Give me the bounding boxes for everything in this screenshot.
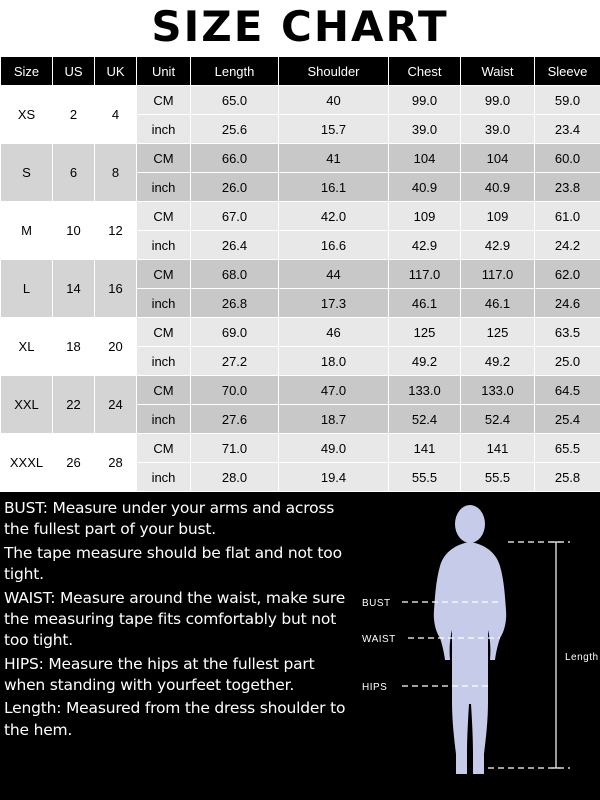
cell-unit-inch: inch [137,347,191,376]
label-length: Length [565,652,599,663]
cell-sleeve-inch: 25.8 [535,463,600,492]
cell-unit-cm: CM [137,202,191,231]
table-row [1,318,600,347]
cell-length-cm: 70.0 [191,376,279,405]
label-waist: WAIST [362,634,396,645]
cell-us: 6 [53,144,95,202]
cell-size: XL [1,318,53,376]
cell-us: 14 [53,260,95,318]
cell-us: 18 [53,318,95,376]
table-body [1,86,600,492]
cell-chest-inch: 52.4 [389,405,461,434]
column-header-uk: UK [95,57,137,86]
cell-shoulder-cm: 49.0 [279,434,389,463]
cell-unit-inch: inch [137,173,191,202]
note-hips: HIPS: Measure the hips at the fullest part when standing with yourfeet together. [4,654,315,694]
cell-sleeve-inch: 25.4 [535,405,600,434]
cell-us: 2 [53,86,95,144]
cell-length-inch: 26.8 [191,289,279,318]
cell-unit-inch: inch [137,115,191,144]
column-header-unit: Unit [137,57,191,86]
size-chart-table [0,56,600,492]
body-figure-diagram [360,492,600,800]
cell-unit-cm: CM [137,144,191,173]
note-bust: BUST: Measure under your arms and across the fullest part of your bust. [4,499,335,539]
cell-unit-inch: inch [137,231,191,260]
cell-uk: 20 [95,318,137,376]
cell-us: 22 [53,376,95,434]
cell-shoulder-cm: 46 [279,318,389,347]
cell-unit-cm: CM [137,376,191,405]
cell-length-cm: 69.0 [191,318,279,347]
cell-size: XXL [1,376,53,434]
cell-sleeve-cm: 60.0 [535,144,600,173]
table-row [1,144,600,173]
cell-chest-inch: 49.2 [389,347,461,376]
cell-size: M [1,202,53,260]
cell-waist-inch: 42.9 [461,231,535,260]
cell-chest-inch: 55.5 [389,463,461,492]
length-vertical-line [551,542,561,768]
cell-unit-inch: inch [137,405,191,434]
cell-sleeve-inch: 23.8 [535,173,600,202]
cell-length-inch: 27.2 [191,347,279,376]
cell-size: L [1,260,53,318]
cell-shoulder-cm: 40 [279,86,389,115]
cell-chest-inch: 42.9 [389,231,461,260]
cell-uk: 16 [95,260,137,318]
cell-chest-inch: 39.0 [389,115,461,144]
table-row [1,376,600,405]
cell-unit-cm: CM [137,434,191,463]
cell-waist-cm: 117.0 [461,260,535,289]
cell-sleeve-cm: 63.5 [535,318,600,347]
cell-shoulder-inch: 19.4 [279,463,389,492]
body-figure-svg [360,492,600,790]
cell-waist-cm: 104 [461,144,535,173]
cell-sleeve-cm: 65.5 [535,434,600,463]
cell-size: XS [1,86,53,144]
cell-waist-inch: 39.0 [461,115,535,144]
cell-chest-cm: 109 [389,202,461,231]
cell-unit-cm: CM [137,260,191,289]
cell-size: XXXL [1,434,53,492]
cell-waist-inch: 49.2 [461,347,535,376]
cell-shoulder-inch: 16.1 [279,173,389,202]
cell-waist-cm: 133.0 [461,376,535,405]
cell-sleeve-inch: 25.0 [535,347,600,376]
cell-shoulder-cm: 42.0 [279,202,389,231]
column-header-shoulder: Shoulder [279,57,389,86]
cell-waist-cm: 125 [461,318,535,347]
cell-length-cm: 66.0 [191,144,279,173]
cell-shoulder-cm: 41 [279,144,389,173]
cell-shoulder-cm: 47.0 [279,376,389,405]
cell-length-cm: 68.0 [191,260,279,289]
cell-chest-cm: 133.0 [389,376,461,405]
note-tape: The tape measure should be flat and not too tight. [4,543,342,584]
measurement-guide-section [0,492,600,800]
table-header [1,57,600,86]
cell-sleeve-cm: 62.0 [535,260,600,289]
cell-length-cm: 67.0 [191,202,279,231]
cell-chest-cm: 125 [389,318,461,347]
column-header-waist: Waist [461,57,535,86]
cell-us: 10 [53,202,95,260]
cell-sleeve-cm: 61.0 [535,202,600,231]
cell-length-inch: 27.6 [191,405,279,434]
cell-chest-cm: 99.0 [389,86,461,115]
cell-length-inch: 25.6 [191,115,279,144]
cell-sleeve-cm: 64.5 [535,376,600,405]
cell-unit-cm: CM [137,318,191,347]
cell-uk: 8 [95,144,137,202]
cell-waist-cm: 99.0 [461,86,535,115]
cell-waist-inch: 52.4 [461,405,535,434]
cell-waist-cm: 109 [461,202,535,231]
table-header-row [1,57,600,86]
cell-sleeve-cm: 59.0 [535,86,600,115]
note-waist: WAIST: Measure around the waist, make sure the measuring tape fits comfortably but not too tight. [4,588,346,650]
cell-unit-inch: inch [137,289,191,318]
body-silhouette [434,505,506,774]
cell-length-cm: 65.0 [191,86,279,115]
cell-chest-cm: 104 [389,144,461,173]
page-title: SIZE CHART [151,2,449,51]
cell-size: S [1,144,53,202]
cell-waist-inch: 46.1 [461,289,535,318]
cell-chest-inch: 40.9 [389,173,461,202]
table-row [1,202,600,231]
cell-shoulder-inch: 15.7 [279,115,389,144]
cell-unit-inch: inch [137,463,191,492]
cell-uk: 24 [95,376,137,434]
column-header-sleeve: Sleeve [535,57,600,86]
cell-chest-cm: 141 [389,434,461,463]
cell-chest-inch: 46.1 [389,289,461,318]
cell-waist-cm: 141 [461,434,535,463]
cell-shoulder-inch: 18.7 [279,405,389,434]
cell-sleeve-inch: 23.4 [535,115,600,144]
column-header-chest: Chest [389,57,461,86]
table-row [1,434,600,463]
column-header-length: Length [191,57,279,86]
cell-sleeve-inch: 24.6 [535,289,600,318]
label-bust: BUST [362,598,391,609]
cell-length-cm: 71.0 [191,434,279,463]
table-row [1,260,600,289]
cell-uk: 28 [95,434,137,492]
column-header-size: Size [1,57,53,86]
cell-shoulder-inch: 18.0 [279,347,389,376]
cell-unit-cm: CM [137,86,191,115]
cell-length-inch: 28.0 [191,463,279,492]
cell-length-inch: 26.4 [191,231,279,260]
table-row [1,86,600,115]
cell-uk: 4 [95,86,137,144]
cell-waist-inch: 55.5 [461,463,535,492]
note-length: Length: Measured from the dress shoulder to the hem. [4,699,346,739]
cell-chest-cm: 117.0 [389,260,461,289]
cell-length-inch: 26.0 [191,173,279,202]
cell-uk: 12 [95,202,137,260]
label-hips: HIPS [362,682,388,693]
measurement-instructions [0,492,360,800]
cell-shoulder-cm: 44 [279,260,389,289]
cell-sleeve-inch: 24.2 [535,231,600,260]
cell-us: 26 [53,434,95,492]
cell-waist-inch: 40.9 [461,173,535,202]
cell-shoulder-inch: 16.6 [279,231,389,260]
cell-shoulder-inch: 17.3 [279,289,389,318]
column-header-us: US [53,57,95,86]
